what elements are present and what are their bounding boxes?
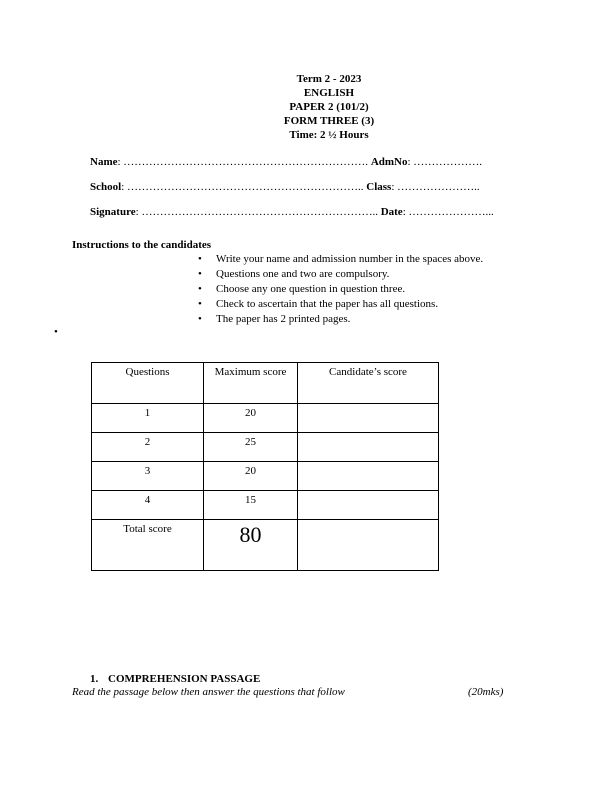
subject-line: ENGLISH [303, 87, 355, 99]
name-row [90, 156, 530, 169]
score-table [91, 362, 439, 571]
instructions-list [198, 252, 483, 327]
name-field[interactable]: : …………………………………………………………. [117, 156, 369, 168]
bullet-icon: • [198, 298, 202, 310]
stray-bullet-icon: • [54, 326, 58, 338]
section-instruction-row [72, 686, 512, 699]
candidate-score-cell[interactable] [298, 462, 439, 491]
list-item: • Write your name and admission number in the spaces above. [198, 253, 484, 265]
time-line: Time: 2 ½ Hours [289, 129, 369, 141]
school-field[interactable]: : ……………………………………………………….. [121, 181, 364, 193]
question-number: 3 [92, 462, 204, 491]
list-item: • The paper has 2 printed pages. [198, 313, 351, 325]
bullet-icon: • [198, 283, 202, 295]
candidate-score-cell[interactable] [298, 433, 439, 462]
bullet-icon: • [198, 313, 202, 325]
total-max-score: 80 [204, 520, 298, 571]
max-score: 20 [204, 462, 298, 491]
name-label: Name [90, 156, 118, 168]
date-field[interactable]: : …………………... [402, 206, 494, 218]
candidate-details [90, 156, 530, 231]
header-candidate-score: Candidate’s score [298, 363, 439, 404]
total-label: Total score [92, 520, 204, 571]
exam-header [0, 72, 612, 142]
section-title: COMPREHENSION PASSAGE [108, 673, 261, 685]
signature-field[interactable]: : ……………………………………………………….. [135, 206, 378, 218]
header-questions: Questions [92, 363, 204, 404]
section-instruction: Read the passage below then answer the questions that follow [72, 686, 345, 698]
question-number: 1 [92, 404, 204, 433]
total-candidate-score-cell[interactable] [298, 520, 439, 571]
class-label: Class [366, 181, 392, 193]
paper-line: PAPER 2 (101/2) [289, 101, 369, 113]
term-line: Term 2 - 2023 [296, 73, 362, 85]
instructions-title: Instructions to the candidates [72, 239, 212, 251]
table-row [92, 404, 439, 433]
bullet-icon: • [198, 268, 202, 280]
list-item: • Questions one and two are compulsory. [198, 268, 390, 280]
section-heading [90, 673, 260, 686]
table-header-row [92, 363, 439, 404]
candidate-score-cell[interactable] [298, 491, 439, 520]
list-item: • Choose any one question in question three. [198, 283, 406, 295]
question-number: 4 [92, 491, 204, 520]
table-row [92, 462, 439, 491]
max-score: 15 [204, 491, 298, 520]
class-field[interactable]: : ………………….. [391, 181, 480, 193]
table-row [92, 433, 439, 462]
form-line: FORM THREE (3) [283, 115, 375, 127]
school-label: School [90, 181, 122, 193]
school-row [90, 181, 530, 194]
admno-label: AdmNo [370, 156, 408, 168]
signature-row [90, 206, 530, 219]
section-number: 1. [90, 673, 99, 685]
max-score: 25 [204, 433, 298, 462]
table-row [92, 491, 439, 520]
bullet-icon: • [198, 253, 202, 265]
signature-label: Signature [90, 206, 136, 218]
date-label: Date [380, 206, 403, 218]
max-score: 20 [204, 404, 298, 433]
total-row [92, 520, 439, 571]
section-marks: (20mks) [468, 686, 504, 698]
list-item: • Check to ascertain that the paper has all questions. [198, 298, 439, 310]
admno-field[interactable]: : ………………. [407, 156, 483, 168]
question-number: 2 [92, 433, 204, 462]
header-maximum-score: Maximum score [204, 363, 298, 404]
candidate-score-cell[interactable] [298, 404, 439, 433]
